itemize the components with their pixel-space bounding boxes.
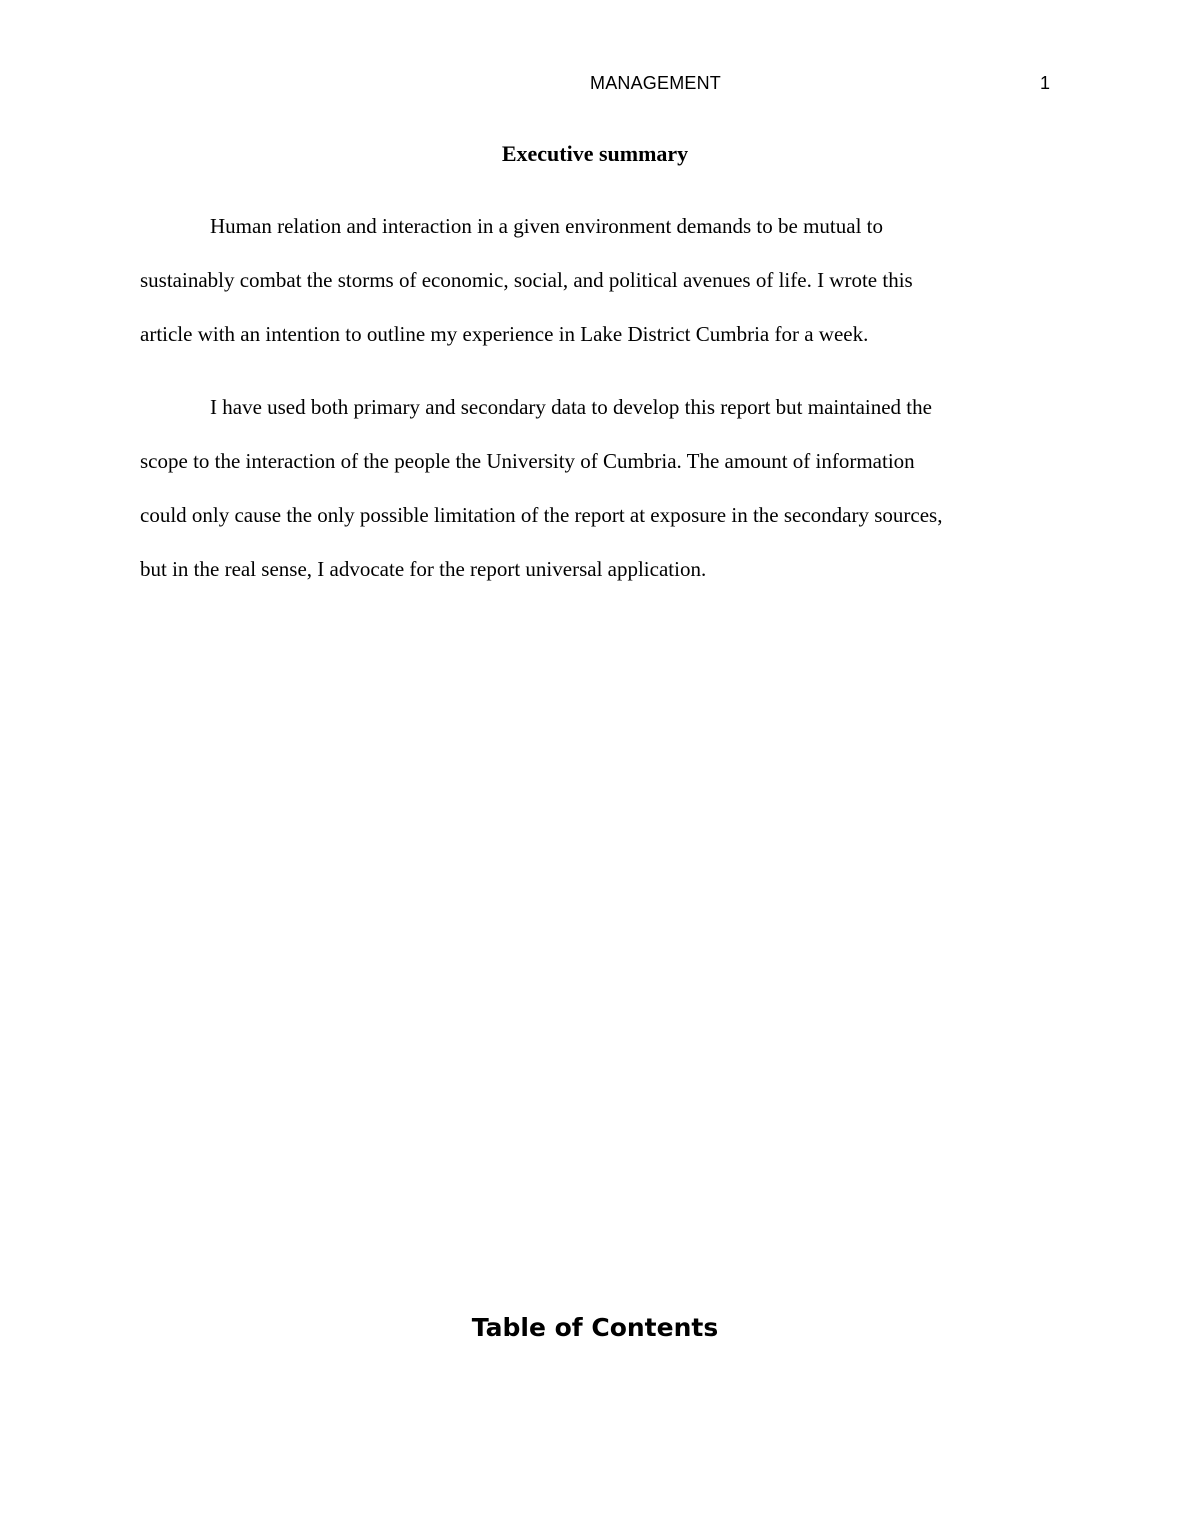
paragraph-line: article with an intention to outline my experience in Lake District Cumbria for a week. xyxy=(140,322,869,346)
page-number: 1 xyxy=(1040,73,1051,93)
running-head: MANAGEMENT xyxy=(590,73,722,93)
summary-paragraph-2 xyxy=(140,380,1045,596)
paragraph-line: scope to the interaction of the people the University of Cumbria. The amount of information xyxy=(140,449,915,473)
table-of-contents-heading: Table of Contents xyxy=(471,1313,719,1342)
summary-paragraph-1 xyxy=(140,199,1045,361)
paragraph-line: Human relation and interaction in a given environment demands to be mutual to xyxy=(210,214,883,238)
paragraph-line: could only cause the only possible limitation of the report at exposure in the secondary sources, xyxy=(140,503,943,527)
paragraph-line: but in the real sense, I advocate for the report universal application. xyxy=(140,557,707,581)
paragraph-line: sustainably combat the storms of economic, social, and political avenues of life. I wrote this xyxy=(140,268,913,292)
executive-summary-heading: Executive summary xyxy=(501,141,689,166)
paragraph-line: I have used both primary and secondary data to develop this report but maintained the xyxy=(210,395,932,419)
